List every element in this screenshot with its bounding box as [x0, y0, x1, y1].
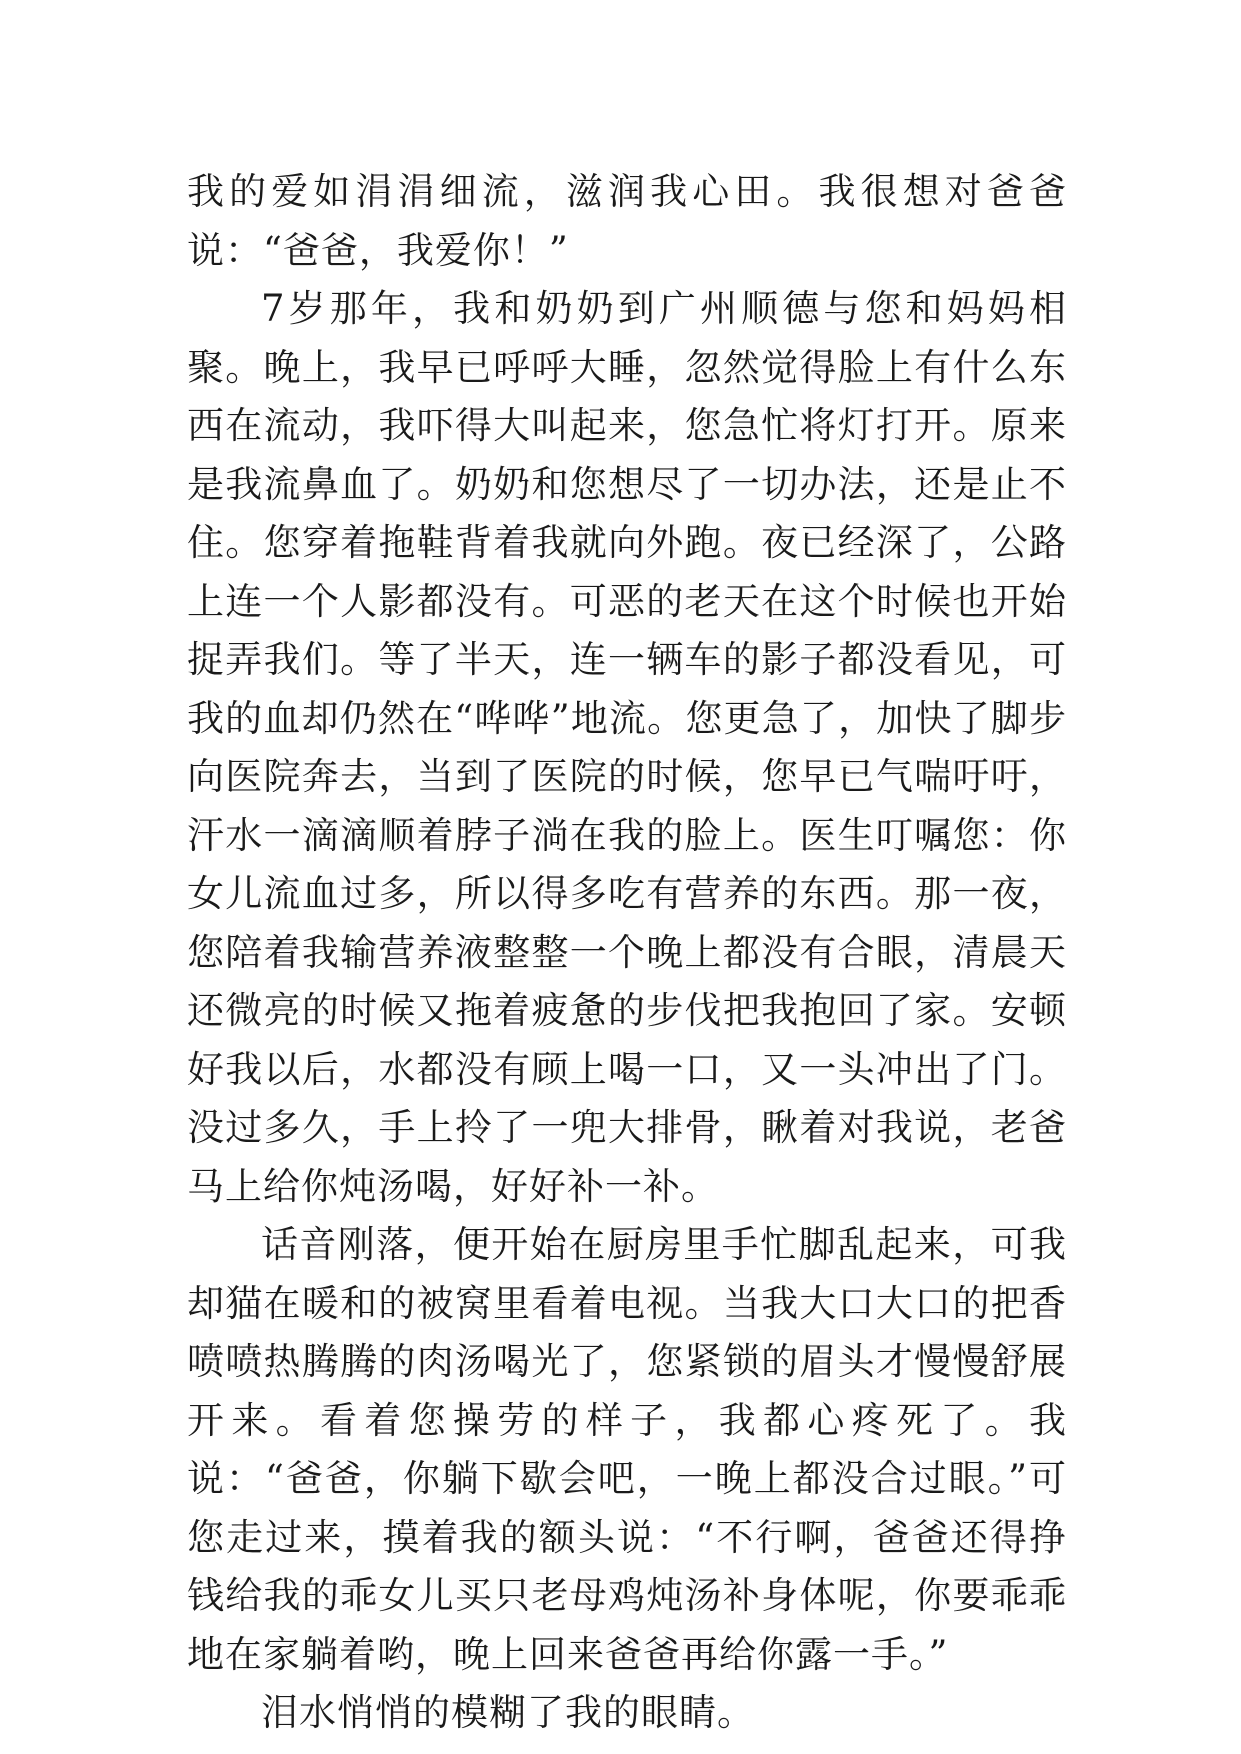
paragraph-3: 话音刚落，便开始在厨房里手忙脚乱起来，可我却猫在暖和的被窝里看着电视。当我大口大口的把香喷喷热腾腾的肉汤喝光了，您紧锁的眉头才慢慢舒展开来。看着您操劳的样子，我都心疼死了。我说：“爸爸，你躺下歇会吧，一晚上都没合过眼。”可您走过来，摸着我的额头说：“不行啊，爸爸还得挣钱给我的乖女儿买只老母鸡炖汤补身体呢，你要乖乖地在家躺着哟，晚上回来爸爸再给你露一手。” — [187, 1223, 1067, 1676]
paragraph-4: 泪水悄悄的模糊了我的眼睛。 — [261, 1691, 755, 1734]
paragraph-1: 我的爱如涓涓细流，滋润我心田。我很想对爸爸说：“爸爸，我爱你！” — [187, 170, 1067, 272]
paragraph-2: 7岁那年，我和奶奶到广州顺德与您和妈妈相聚。晚上，我早已呼呼大睡，忽然觉得脸上有什么东西在流动，我吓得大叫起来，您急忙将灯打开。原来是我流鼻血了。奶奶和您想尽了一切办法，还是止不住。您穿着拖鞋背着我就向外跑。夜已经深了，公路上连一个人影都没有。可恶的老天在这个时候也开始捉弄我们。等了半天，连一辆车的影子都没看见，可我的血却仍然在“哗哗”地流。您更急了，加快了脚步向医院奔去，当到了医院的时候，您早已气喘吁吁，汗水一滴滴顺着脖子淌在我的脸上。医生叮嘱您：你女儿流血过多，所以得多吃有营养的东西。那一夜，您陪着我输营养液整整一个晚上都没有合眼，清晨天还微亮的时候又拖着疲惫的步伐把我抱回了家。安顿好我以后，水都没有顾上喝一口，又一头冲出了门。没过多久，手上拎了一兜大排骨，瞅着对我说，老爸马上给你炖汤喝，好好补一补。 — [187, 287, 1067, 1208]
document-body — [187, 163, 1067, 1743]
